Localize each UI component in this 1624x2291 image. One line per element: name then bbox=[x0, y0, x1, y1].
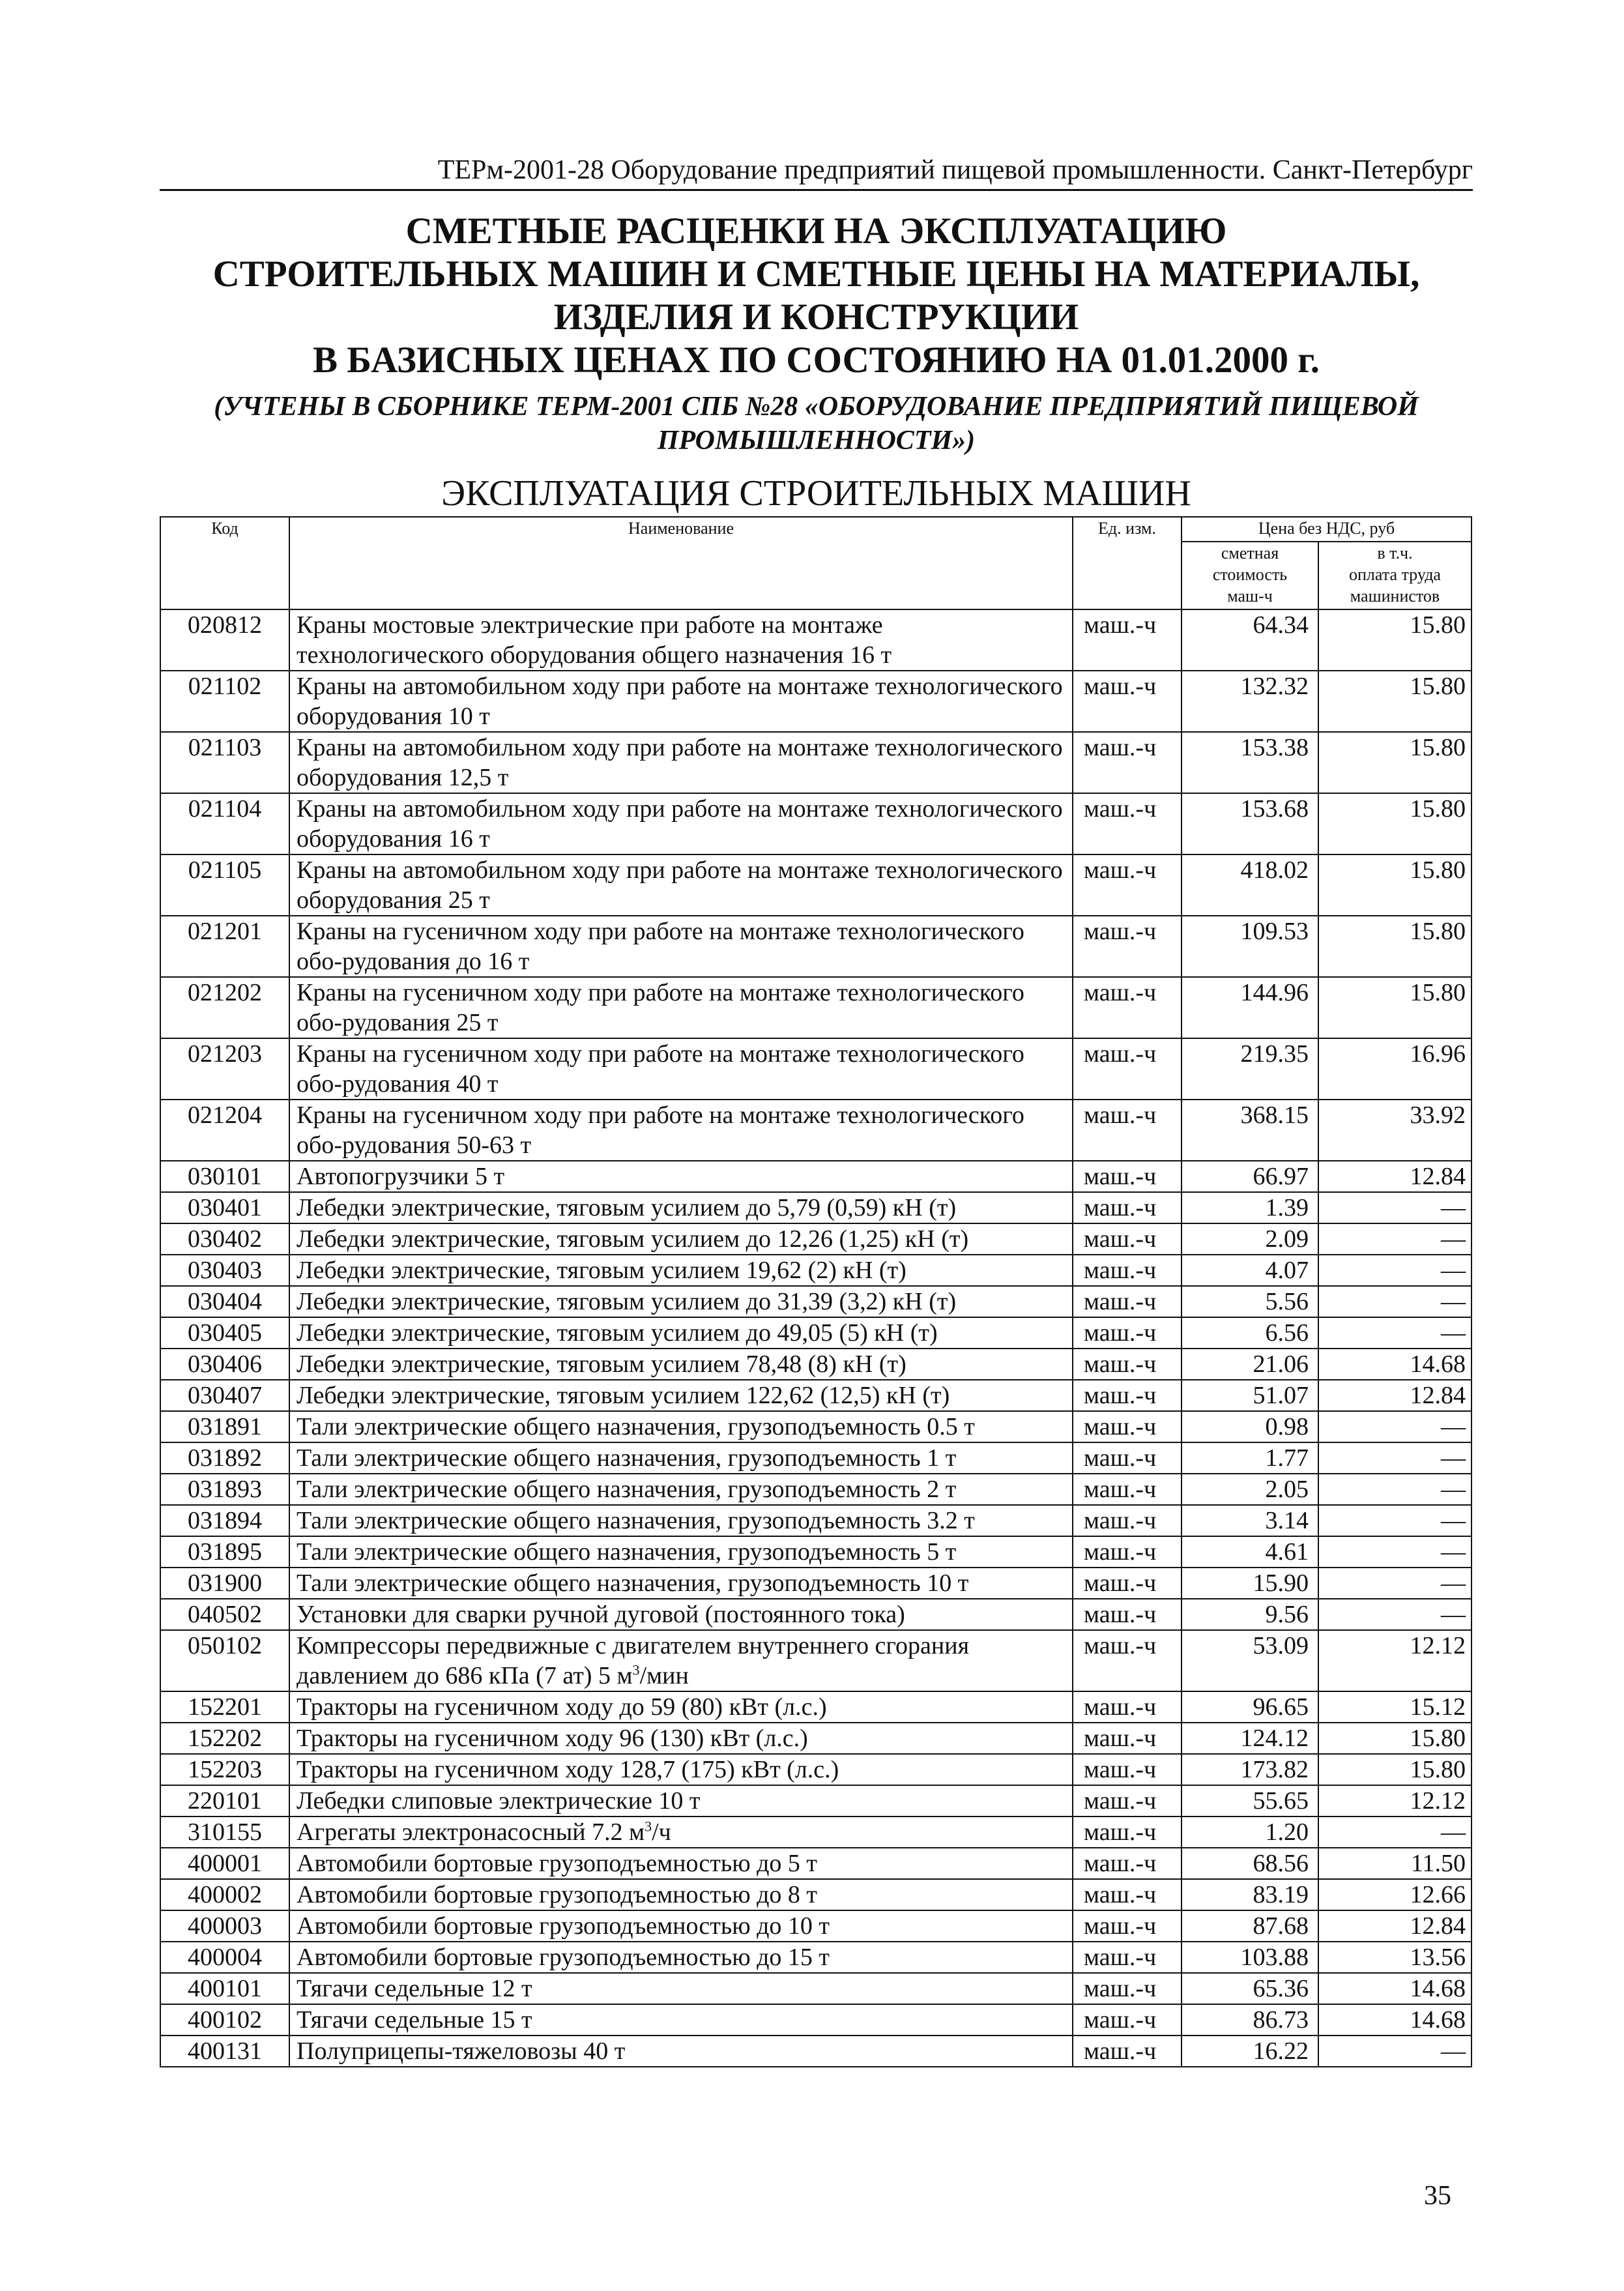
title-line: СМЕТНЫЕ РАСЦЕНКИ НА ЭКСПЛУАТАЦИЮ bbox=[405, 211, 1227, 252]
cell-cost: 3.14 bbox=[1182, 1505, 1318, 1536]
cell-name: Лебедки электрические, тяговым усилием до 12,26 (1,25) кН (т) bbox=[289, 1223, 1073, 1255]
cell-cost: 9.56 bbox=[1182, 1599, 1318, 1630]
cell-name-superscript: 3 bbox=[645, 1818, 652, 1835]
cell-pay: 15.80 bbox=[1318, 609, 1472, 671]
cell-pay: 13.56 bbox=[1318, 1942, 1472, 1973]
cell-cost: 153.68 bbox=[1182, 793, 1318, 854]
col-header-price-group: Цена без НДС, руб bbox=[1182, 517, 1472, 542]
cell-name: Тягачи седельные 12 т bbox=[289, 1973, 1073, 2004]
table-row bbox=[160, 1380, 1472, 1411]
cell-cost: 96.65 bbox=[1182, 1691, 1318, 1723]
table-row bbox=[160, 1848, 1472, 1879]
cell-name: Тали электрические общего назначения, грузоподъемность 5 т bbox=[289, 1536, 1073, 1568]
cell-unit: маш.-ч bbox=[1073, 609, 1182, 671]
table-row bbox=[160, 1568, 1472, 1599]
cell-cost: 4.07 bbox=[1182, 1255, 1318, 1286]
cell-unit: маш.-ч bbox=[1073, 1442, 1182, 1474]
section-title: ЭКСПЛУАТАЦИЯ СТРОИТЕЛЬНЫХ МАШИН bbox=[441, 473, 1191, 514]
cell-code: 400101 bbox=[160, 1973, 289, 2004]
cell-unit: маш.-ч bbox=[1073, 1817, 1182, 1848]
cell-unit: маш.-ч bbox=[1073, 2004, 1182, 2036]
cell-name: Краны на гусеничном ходу при работе на монтаже технологического обо-рудования 40 т bbox=[289, 1038, 1073, 1100]
cell-cost: 16.22 bbox=[1182, 2036, 1318, 2067]
cell-cost: 51.07 bbox=[1182, 1380, 1318, 1411]
table-row bbox=[160, 793, 1472, 854]
cell-name: Лебедки электрические, тяговым усилием до 31,39 (3,2) кН (т) bbox=[289, 1286, 1073, 1317]
cell-unit: маш.-ч bbox=[1073, 1505, 1182, 1536]
col-header-unit: Ед. изм. bbox=[1073, 517, 1182, 609]
cell-cost: 53.09 bbox=[1182, 1630, 1318, 1691]
col-header-name: Наименование bbox=[289, 517, 1073, 609]
cell-cost: 1.20 bbox=[1182, 1817, 1318, 1848]
cell-unit: маш.-ч bbox=[1073, 977, 1182, 1038]
cell-name: Тали электрические общего назначения, грузоподъемность 0.5 т bbox=[289, 1411, 1073, 1442]
cell-name: Краны мостовые электрические при работе на монтаже технологического оборудования общего назначения 16 т bbox=[289, 609, 1073, 671]
cell-code: 021103 bbox=[160, 732, 289, 793]
cell-code: 050102 bbox=[160, 1630, 289, 1691]
cell-unit: маш.-ч bbox=[1073, 1411, 1182, 1442]
cell-unit: маш.-ч bbox=[1073, 1255, 1182, 1286]
table-row bbox=[160, 1785, 1472, 1817]
cell-unit: маш.-ч bbox=[1073, 671, 1182, 732]
cell-pay: 12.84 bbox=[1318, 1910, 1472, 1942]
cell-name: Лебедки электрические, тяговым усилием 122,62 (12,5) кН (т) bbox=[289, 1380, 1073, 1411]
table-row bbox=[160, 2036, 1472, 2067]
cell-pay: — bbox=[1318, 1317, 1472, 1349]
cell-code: 040502 bbox=[160, 1599, 289, 1630]
cell-pay: 15.80 bbox=[1318, 793, 1472, 854]
cell-unit: маш.-ч bbox=[1073, 1317, 1182, 1349]
cell-cost: 0.98 bbox=[1182, 1411, 1318, 1442]
cell-pay: — bbox=[1318, 1442, 1472, 1474]
cell-unit: маш.-ч bbox=[1073, 1910, 1182, 1942]
cell-code: 030406 bbox=[160, 1349, 289, 1380]
cell-unit: маш.-ч bbox=[1073, 1349, 1182, 1380]
cell-pay: 12.12 bbox=[1318, 1785, 1472, 1817]
cell-pay: — bbox=[1318, 1505, 1472, 1536]
table-row bbox=[160, 1973, 1472, 2004]
table-row bbox=[160, 1349, 1472, 1380]
header-text-line: оплата труда bbox=[1349, 565, 1441, 584]
cell-pay: 15.80 bbox=[1318, 854, 1472, 916]
table-body bbox=[160, 609, 1472, 2067]
cell-code: 030403 bbox=[160, 1255, 289, 1286]
table-row bbox=[160, 977, 1472, 1038]
cell-pay: 12.84 bbox=[1318, 1380, 1472, 1411]
cell-name: Краны на автомобильном ходу при работе на монтаже технологического оборудования 16 т bbox=[289, 793, 1073, 854]
table-row bbox=[160, 1442, 1472, 1474]
cell-code: 021201 bbox=[160, 916, 289, 977]
cell-name: Краны на автомобильном ходу при работе на монтаже технологического оборудования 12,5 т bbox=[289, 732, 1073, 793]
cell-code: 031891 bbox=[160, 1411, 289, 1442]
cell-code: 021204 bbox=[160, 1100, 289, 1161]
cell-code: 030401 bbox=[160, 1192, 289, 1223]
cell-name: Краны на гусеничном ходу при работе на монтаже технологического обо-рудования 50-63 т bbox=[289, 1100, 1073, 1161]
cell-pay: — bbox=[1318, 2036, 1472, 2067]
cell-cost: 1.77 bbox=[1182, 1442, 1318, 1474]
cell-cost: 219.35 bbox=[1182, 1038, 1318, 1100]
cell-code: 400003 bbox=[160, 1910, 289, 1942]
cell-code: 400002 bbox=[160, 1879, 289, 1910]
cell-code: 310155 bbox=[160, 1817, 289, 1848]
cell-name: Тали электрические общего назначения, грузоподъемность 2 т bbox=[289, 1474, 1073, 1505]
cell-unit: маш.-ч bbox=[1073, 1723, 1182, 1754]
cell-pay: 12.12 bbox=[1318, 1630, 1472, 1691]
cell-pay: 15.80 bbox=[1318, 977, 1472, 1038]
cell-name: Полуприцепы-тяжеловозы 40 т bbox=[289, 2036, 1073, 2067]
cell-cost: 68.56 bbox=[1182, 1848, 1318, 1879]
table-row bbox=[160, 1942, 1472, 1973]
cell-code: 152201 bbox=[160, 1691, 289, 1723]
table-row bbox=[160, 1910, 1472, 1942]
header-text-line: маш-ч bbox=[1227, 587, 1273, 606]
cell-unit: маш.-ч bbox=[1073, 1223, 1182, 1255]
cell-unit: маш.-ч bbox=[1073, 1161, 1182, 1192]
cell-cost: 153.38 bbox=[1182, 732, 1318, 793]
machine-rates-table bbox=[160, 516, 1472, 2067]
cell-name-text: Компрессоры передвижные с двигателем внутреннего сгорания давлением до 686 кПа (7 ат) 5 м bbox=[297, 1632, 970, 1689]
cell-cost: 103.88 bbox=[1182, 1942, 1318, 1973]
subtitle-line: ПРОМЫШЛЕННОСТИ») bbox=[657, 426, 976, 456]
cell-pay: 14.68 bbox=[1318, 1349, 1472, 1380]
cell-code: 400131 bbox=[160, 2036, 289, 2067]
cell-code: 220101 bbox=[160, 1785, 289, 1817]
col-header-pay bbox=[1318, 542, 1472, 609]
cell-cost: 124.12 bbox=[1182, 1723, 1318, 1754]
cell-name bbox=[289, 1630, 1073, 1691]
header-rule bbox=[160, 189, 1473, 191]
table-row bbox=[160, 1536, 1472, 1568]
cell-code: 030407 bbox=[160, 1380, 289, 1411]
header-text-line: в т.ч. bbox=[1377, 544, 1413, 562]
cell-pay: — bbox=[1318, 1286, 1472, 1317]
cell-name: Краны на автомобильном ходу при работе на монтаже технологического оборудования 10 т bbox=[289, 671, 1073, 732]
cell-unit: маш.-ч bbox=[1073, 1630, 1182, 1691]
cell-cost: 132.32 bbox=[1182, 671, 1318, 732]
cell-unit: маш.-ч bbox=[1073, 1474, 1182, 1505]
table-row bbox=[160, 671, 1472, 732]
table-row bbox=[160, 1474, 1472, 1505]
cell-name: Лебедки электрические, тяговым усилием 78,48 (8) кН (т) bbox=[289, 1349, 1073, 1380]
cell-code: 400102 bbox=[160, 2004, 289, 2036]
cell-name: Автомобили бортовые грузоподъемностью до 5 т bbox=[289, 1848, 1073, 1879]
cell-unit: маш.-ч bbox=[1073, 1536, 1182, 1568]
cell-pay: 12.66 bbox=[1318, 1879, 1472, 1910]
col-header-cost bbox=[1182, 542, 1318, 609]
cell-unit: маш.-ч bbox=[1073, 732, 1182, 793]
cell-pay: 15.12 bbox=[1318, 1691, 1472, 1723]
table-row bbox=[160, 1161, 1472, 1192]
cell-code: 030404 bbox=[160, 1286, 289, 1317]
cell-unit: маш.-ч bbox=[1073, 854, 1182, 916]
cell-pay: — bbox=[1318, 1255, 1472, 1286]
cell-code: 152202 bbox=[160, 1723, 289, 1754]
cell-cost: 83.19 bbox=[1182, 1879, 1318, 1910]
cell-name: Тракторы на гусеничном ходу 96 (130) кВт (л.с.) bbox=[289, 1723, 1073, 1754]
header-row bbox=[160, 517, 1472, 542]
cell-code: 400001 bbox=[160, 1848, 289, 1879]
cell-pay: 15.80 bbox=[1318, 916, 1472, 977]
cell-pay: 15.80 bbox=[1318, 732, 1472, 793]
title-line: СТРОИТЕЛЬНЫХ МАШИН И СМЕТНЫЕ ЦЕНЫ НА МАТЕРИАЛЫ, bbox=[212, 254, 1420, 295]
cell-cost: 15.90 bbox=[1182, 1568, 1318, 1599]
cell-cost: 5.56 bbox=[1182, 1286, 1318, 1317]
cell-cost: 4.61 bbox=[1182, 1536, 1318, 1568]
table-header bbox=[160, 517, 1472, 609]
cell-cost: 66.97 bbox=[1182, 1161, 1318, 1192]
cell-unit: маш.-ч bbox=[1073, 1599, 1182, 1630]
table-row bbox=[160, 1599, 1472, 1630]
cell-unit: маш.-ч bbox=[1073, 1286, 1182, 1317]
cell-name: Тракторы на гусеничном ходу 128,7 (175) кВт (л.с.) bbox=[289, 1754, 1073, 1785]
table-row bbox=[160, 1223, 1472, 1255]
cell-code: 030402 bbox=[160, 1223, 289, 1255]
cell-unit: маш.-ч bbox=[1073, 1848, 1182, 1879]
cell-name: Автомобили бортовые грузоподъемностью до 8 т bbox=[289, 1879, 1073, 1910]
cell-name: Тали электрические общего назначения, грузоподъемность 1 т bbox=[289, 1442, 1073, 1474]
cell-code: 021105 bbox=[160, 854, 289, 916]
cell-cost: 65.36 bbox=[1182, 1973, 1318, 2004]
cell-cost: 21.06 bbox=[1182, 1349, 1318, 1380]
cell-unit: маш.-ч bbox=[1073, 1568, 1182, 1599]
cell-pay: — bbox=[1318, 1223, 1472, 1255]
cell-name: Установки для сварки ручной дуговой (постоянного тока) bbox=[289, 1599, 1073, 1630]
cell-pay: 14.68 bbox=[1318, 2004, 1472, 2036]
document-subtitle bbox=[160, 390, 1473, 458]
cell-name: Тягачи седельные 15 т bbox=[289, 2004, 1073, 2036]
cell-unit: маш.-ч bbox=[1073, 1380, 1182, 1411]
cell-code: 030405 bbox=[160, 1317, 289, 1349]
cell-cost: 55.65 bbox=[1182, 1785, 1318, 1817]
cell-pay: — bbox=[1318, 1474, 1472, 1505]
cell-pay: 33.92 bbox=[1318, 1100, 1472, 1161]
cell-code: 400004 bbox=[160, 1942, 289, 1973]
cell-pay: 12.84 bbox=[1318, 1161, 1472, 1192]
page-number: 35 bbox=[1424, 2181, 1451, 2211]
cell-code: 031894 bbox=[160, 1505, 289, 1536]
cell-name: Тракторы на гусеничном ходу до 59 (80) кВт (л.с.) bbox=[289, 1691, 1073, 1723]
cell-code: 021203 bbox=[160, 1038, 289, 1100]
header-text-line: стоимость bbox=[1212, 565, 1288, 584]
table-row bbox=[160, 1817, 1472, 1848]
cell-unit: маш.-ч bbox=[1073, 916, 1182, 977]
table-row bbox=[160, 1255, 1472, 1286]
col-header-code: Код bbox=[160, 517, 289, 609]
table-row bbox=[160, 732, 1472, 793]
cell-code: 021202 bbox=[160, 977, 289, 1038]
title-line: ИЗДЕЛИЯ И КОНСТРУКЦИИ bbox=[553, 297, 1079, 338]
cell-name-tail: /мин bbox=[639, 1662, 689, 1689]
cell-pay: — bbox=[1318, 1411, 1472, 1442]
cell-code: 020812 bbox=[160, 609, 289, 671]
cell-pay: — bbox=[1318, 1536, 1472, 1568]
cell-pay: — bbox=[1318, 1192, 1472, 1223]
cell-name: Лебедки слиповые электрические 10 т bbox=[289, 1785, 1073, 1817]
table-row bbox=[160, 1691, 1472, 1723]
cell-code: 031895 bbox=[160, 1536, 289, 1568]
cell-unit: маш.-ч bbox=[1073, 1942, 1182, 1973]
table-row bbox=[160, 1317, 1472, 1349]
table-row bbox=[160, 1286, 1472, 1317]
cell-unit: маш.-ч bbox=[1073, 2036, 1182, 2067]
document-title bbox=[160, 210, 1473, 382]
cell-code: 021102 bbox=[160, 671, 289, 732]
cell-name: Краны на гусеничном ходу при работе на монтаже технологического обо-рудования до 16 т bbox=[289, 916, 1073, 977]
cell-code: 021104 bbox=[160, 793, 289, 854]
cell-name: Автомобили бортовые грузоподъемностью до 15 т bbox=[289, 1942, 1073, 1973]
cell-cost: 2.09 bbox=[1182, 1223, 1318, 1255]
cell-pay: 15.80 bbox=[1318, 671, 1472, 732]
running-header: ТЕРм-2001-28 Оборудование предприятий пищевой промышленности. Санкт-Петербург bbox=[437, 155, 1473, 185]
cell-name-superscript: 3 bbox=[632, 1661, 640, 1678]
cell-cost: 2.05 bbox=[1182, 1474, 1318, 1505]
table-row bbox=[160, 2004, 1472, 2036]
cell-pay: — bbox=[1318, 1599, 1472, 1630]
cell-pay: — bbox=[1318, 1817, 1472, 1848]
cell-name: Тали электрические общего назначения, грузоподъемность 10 т bbox=[289, 1568, 1073, 1599]
table-row bbox=[160, 854, 1472, 916]
cell-name: Лебедки электрические, тяговым усилием 19,62 (2) кН (т) bbox=[289, 1255, 1073, 1286]
cell-unit: маш.-ч bbox=[1073, 1038, 1182, 1100]
cell-pay: 16.96 bbox=[1318, 1038, 1472, 1100]
cell-name: Тали электрические общего назначения, грузоподъемность 3.2 т bbox=[289, 1505, 1073, 1536]
table-row bbox=[160, 1100, 1472, 1161]
table-row bbox=[160, 1630, 1472, 1691]
table-row bbox=[160, 1411, 1472, 1442]
title-line: В БАЗИСНЫХ ЦЕНАХ ПО СОСТОЯНИЮ НА 01.01.2000 г. bbox=[312, 340, 1320, 381]
cell-code: 152203 bbox=[160, 1754, 289, 1785]
cell-unit: маш.-ч bbox=[1073, 1879, 1182, 1910]
table-row bbox=[160, 1038, 1472, 1100]
cell-cost: 418.02 bbox=[1182, 854, 1318, 916]
cell-name: Лебедки электрические, тяговым усилием до 49,05 (5) кН (т) bbox=[289, 1317, 1073, 1349]
cell-unit: маш.-ч bbox=[1073, 1973, 1182, 2004]
cell-cost: 87.68 bbox=[1182, 1910, 1318, 1942]
subtitle-line: (УЧТЕНЫ В СБОРНИКЕ ТЕРМ-2001 СПБ №28 «ОБОРУДОВАНИЕ ПРЕДПРИЯТИЙ ПИЩЕВОЙ bbox=[214, 392, 1419, 422]
cell-name: Лебедки электрические, тяговым усилием до 5,79 (0,59) кН (т) bbox=[289, 1192, 1073, 1223]
cell-cost: 1.39 bbox=[1182, 1192, 1318, 1223]
cell-name: Краны на автомобильном ходу при работе на монтаже технологического оборудования 25 т bbox=[289, 854, 1073, 916]
cell-code: 031892 bbox=[160, 1442, 289, 1474]
table-row bbox=[160, 1879, 1472, 1910]
cell-cost: 109.53 bbox=[1182, 916, 1318, 977]
cell-code: 031900 bbox=[160, 1568, 289, 1599]
cell-cost: 86.73 bbox=[1182, 2004, 1318, 2036]
cell-code: 030101 bbox=[160, 1161, 289, 1192]
cell-unit: маш.-ч bbox=[1073, 1100, 1182, 1161]
cell-unit: маш.-ч bbox=[1073, 1754, 1182, 1785]
cell-cost: 144.96 bbox=[1182, 977, 1318, 1038]
table-row bbox=[160, 1723, 1472, 1754]
cell-pay: 15.80 bbox=[1318, 1754, 1472, 1785]
cell-pay: 15.80 bbox=[1318, 1723, 1472, 1754]
table-row bbox=[160, 609, 1472, 671]
cell-cost: 64.34 bbox=[1182, 609, 1318, 671]
cell-name: Автомобили бортовые грузоподъемностью до 10 т bbox=[289, 1910, 1073, 1942]
cell-pay: 11.50 bbox=[1318, 1848, 1472, 1879]
cell-unit: маш.-ч bbox=[1073, 1192, 1182, 1223]
cell-unit: маш.-ч bbox=[1073, 1785, 1182, 1817]
table-row bbox=[160, 1505, 1472, 1536]
cell-code: 031893 bbox=[160, 1474, 289, 1505]
cell-pay: 14.68 bbox=[1318, 1973, 1472, 2004]
table-row bbox=[160, 916, 1472, 977]
header-text-line: сметная bbox=[1221, 544, 1279, 562]
cell-unit: маш.-ч bbox=[1073, 793, 1182, 854]
table-row bbox=[160, 1754, 1472, 1785]
cell-name-tail: /ч bbox=[652, 1818, 671, 1846]
cell-name: Автопогрузчики 5 т bbox=[289, 1161, 1073, 1192]
cell-name-text: Агрегаты электронасосный 7.2 м bbox=[297, 1818, 645, 1846]
table-row bbox=[160, 1192, 1472, 1223]
cell-name bbox=[289, 1817, 1073, 1848]
header-text-line: машинистов bbox=[1350, 587, 1440, 606]
cell-cost: 173.82 bbox=[1182, 1754, 1318, 1785]
cell-name: Краны на гусеничном ходу при работе на монтаже технологического обо-рудования 25 т bbox=[289, 977, 1073, 1038]
cell-pay: — bbox=[1318, 1568, 1472, 1599]
cell-cost: 368.15 bbox=[1182, 1100, 1318, 1161]
cell-unit: маш.-ч bbox=[1073, 1691, 1182, 1723]
cell-cost: 6.56 bbox=[1182, 1317, 1318, 1349]
